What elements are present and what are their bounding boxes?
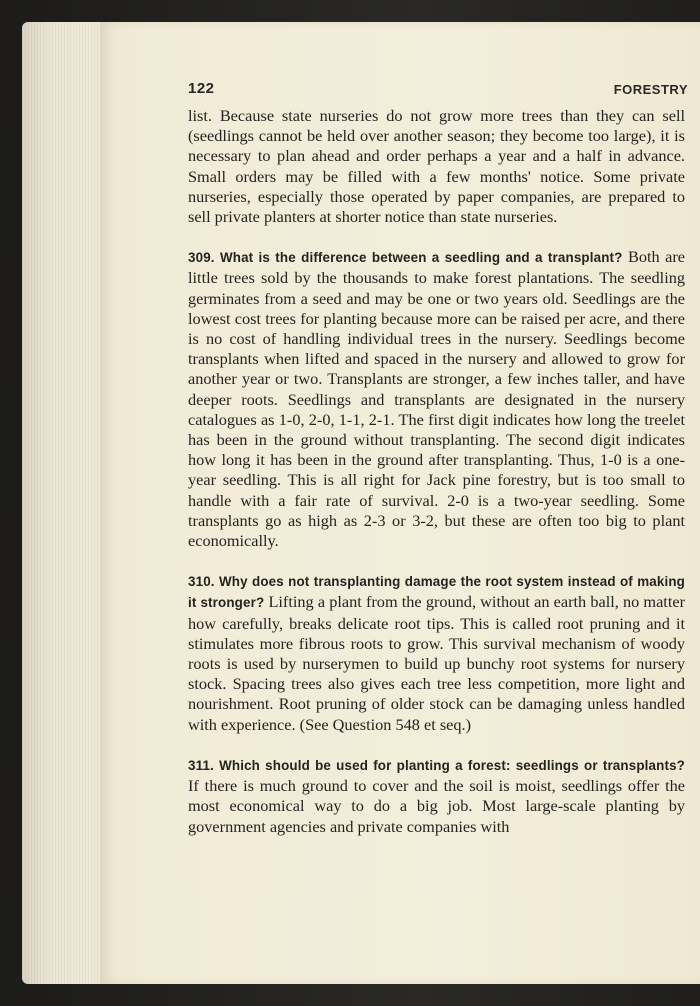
running-head [188,80,688,100]
answer-body: If there is much ground to cover and the soil is moist, seedlings offer the most economical way to do a big job. Most large-scale planting by government agencies and private companies with [188,776,685,836]
answer-body: Lifting a plant from the ground, without an earth ball, no matter how carefully, breaks delicate root tips. This is called root pruning and it stimulates more fibrous roots to grow. This survival mechanism of woody roots is used by nurserymen to build up bunchy root systems for nursery stock. Spacing trees also gives each tree less competition, more light and nourishment. Root pruning of older stock can be damaging unless handled with experience. (See Question 548 et seq.) [188,592,686,734]
question-309 [188,247,685,551]
continued-paragraph [188,106,685,227]
question-310 [188,571,685,735]
section-title: FORESTRY [613,82,688,97]
text-block [188,106,685,857]
question-title: 309. What is the difference between a seedling and a transplant? [188,250,623,266]
answer-body: Both are little trees sold by the thousands to make forest plantations. The seedling germinates from a seed and may be one or two years old. Seedlings are the lowest cost trees for planting because more can be raised per acre, and there is no cost of handling individual trees in the nursery. Seedlings become transplants when lifted and spaced in the nursery and allowed to grow for another year or two. Transplants are stronger, a few inches taller, and have deeper roots. Seedlings and transplants are designated in the nursery catalogues as 1-0, 2-0, 1-1, 2-1. The first digit indicates how long the treelet has been in the ground without transplanting. The second digit indicates how long it has been in the ground after transplanting. Thus, 1-0 is a one-year seedling. This is all right for Jack pine forestry, but is too small to handle with a fair rate of survival. 2-0 is a two-year seedling. Some transplants go as high as 2-3 or 3-2, but these are often too big to plant economically. [188,247,685,551]
question-title: 310. Why does not transplanting damage the root system instead of making it stronger? [188,574,685,611]
page-number: 122 [188,80,215,97]
question-title: 311. Which should be used for planting a forest: seedlings or transplants? [188,757,685,773]
paragraph-body: list. Because state nurseries do not grow more trees than they can sell (seedlings cannot be held over another season; they become too large), it is necessary to plan ahead and order perhaps a year and a half in advance. Small orders may be filled with a few months' notice. Some private nurseries, especially those operated by paper companies, are prepared to sell private planters at shorter notice than state nurseries. [188,106,685,227]
question-311 [188,755,685,837]
